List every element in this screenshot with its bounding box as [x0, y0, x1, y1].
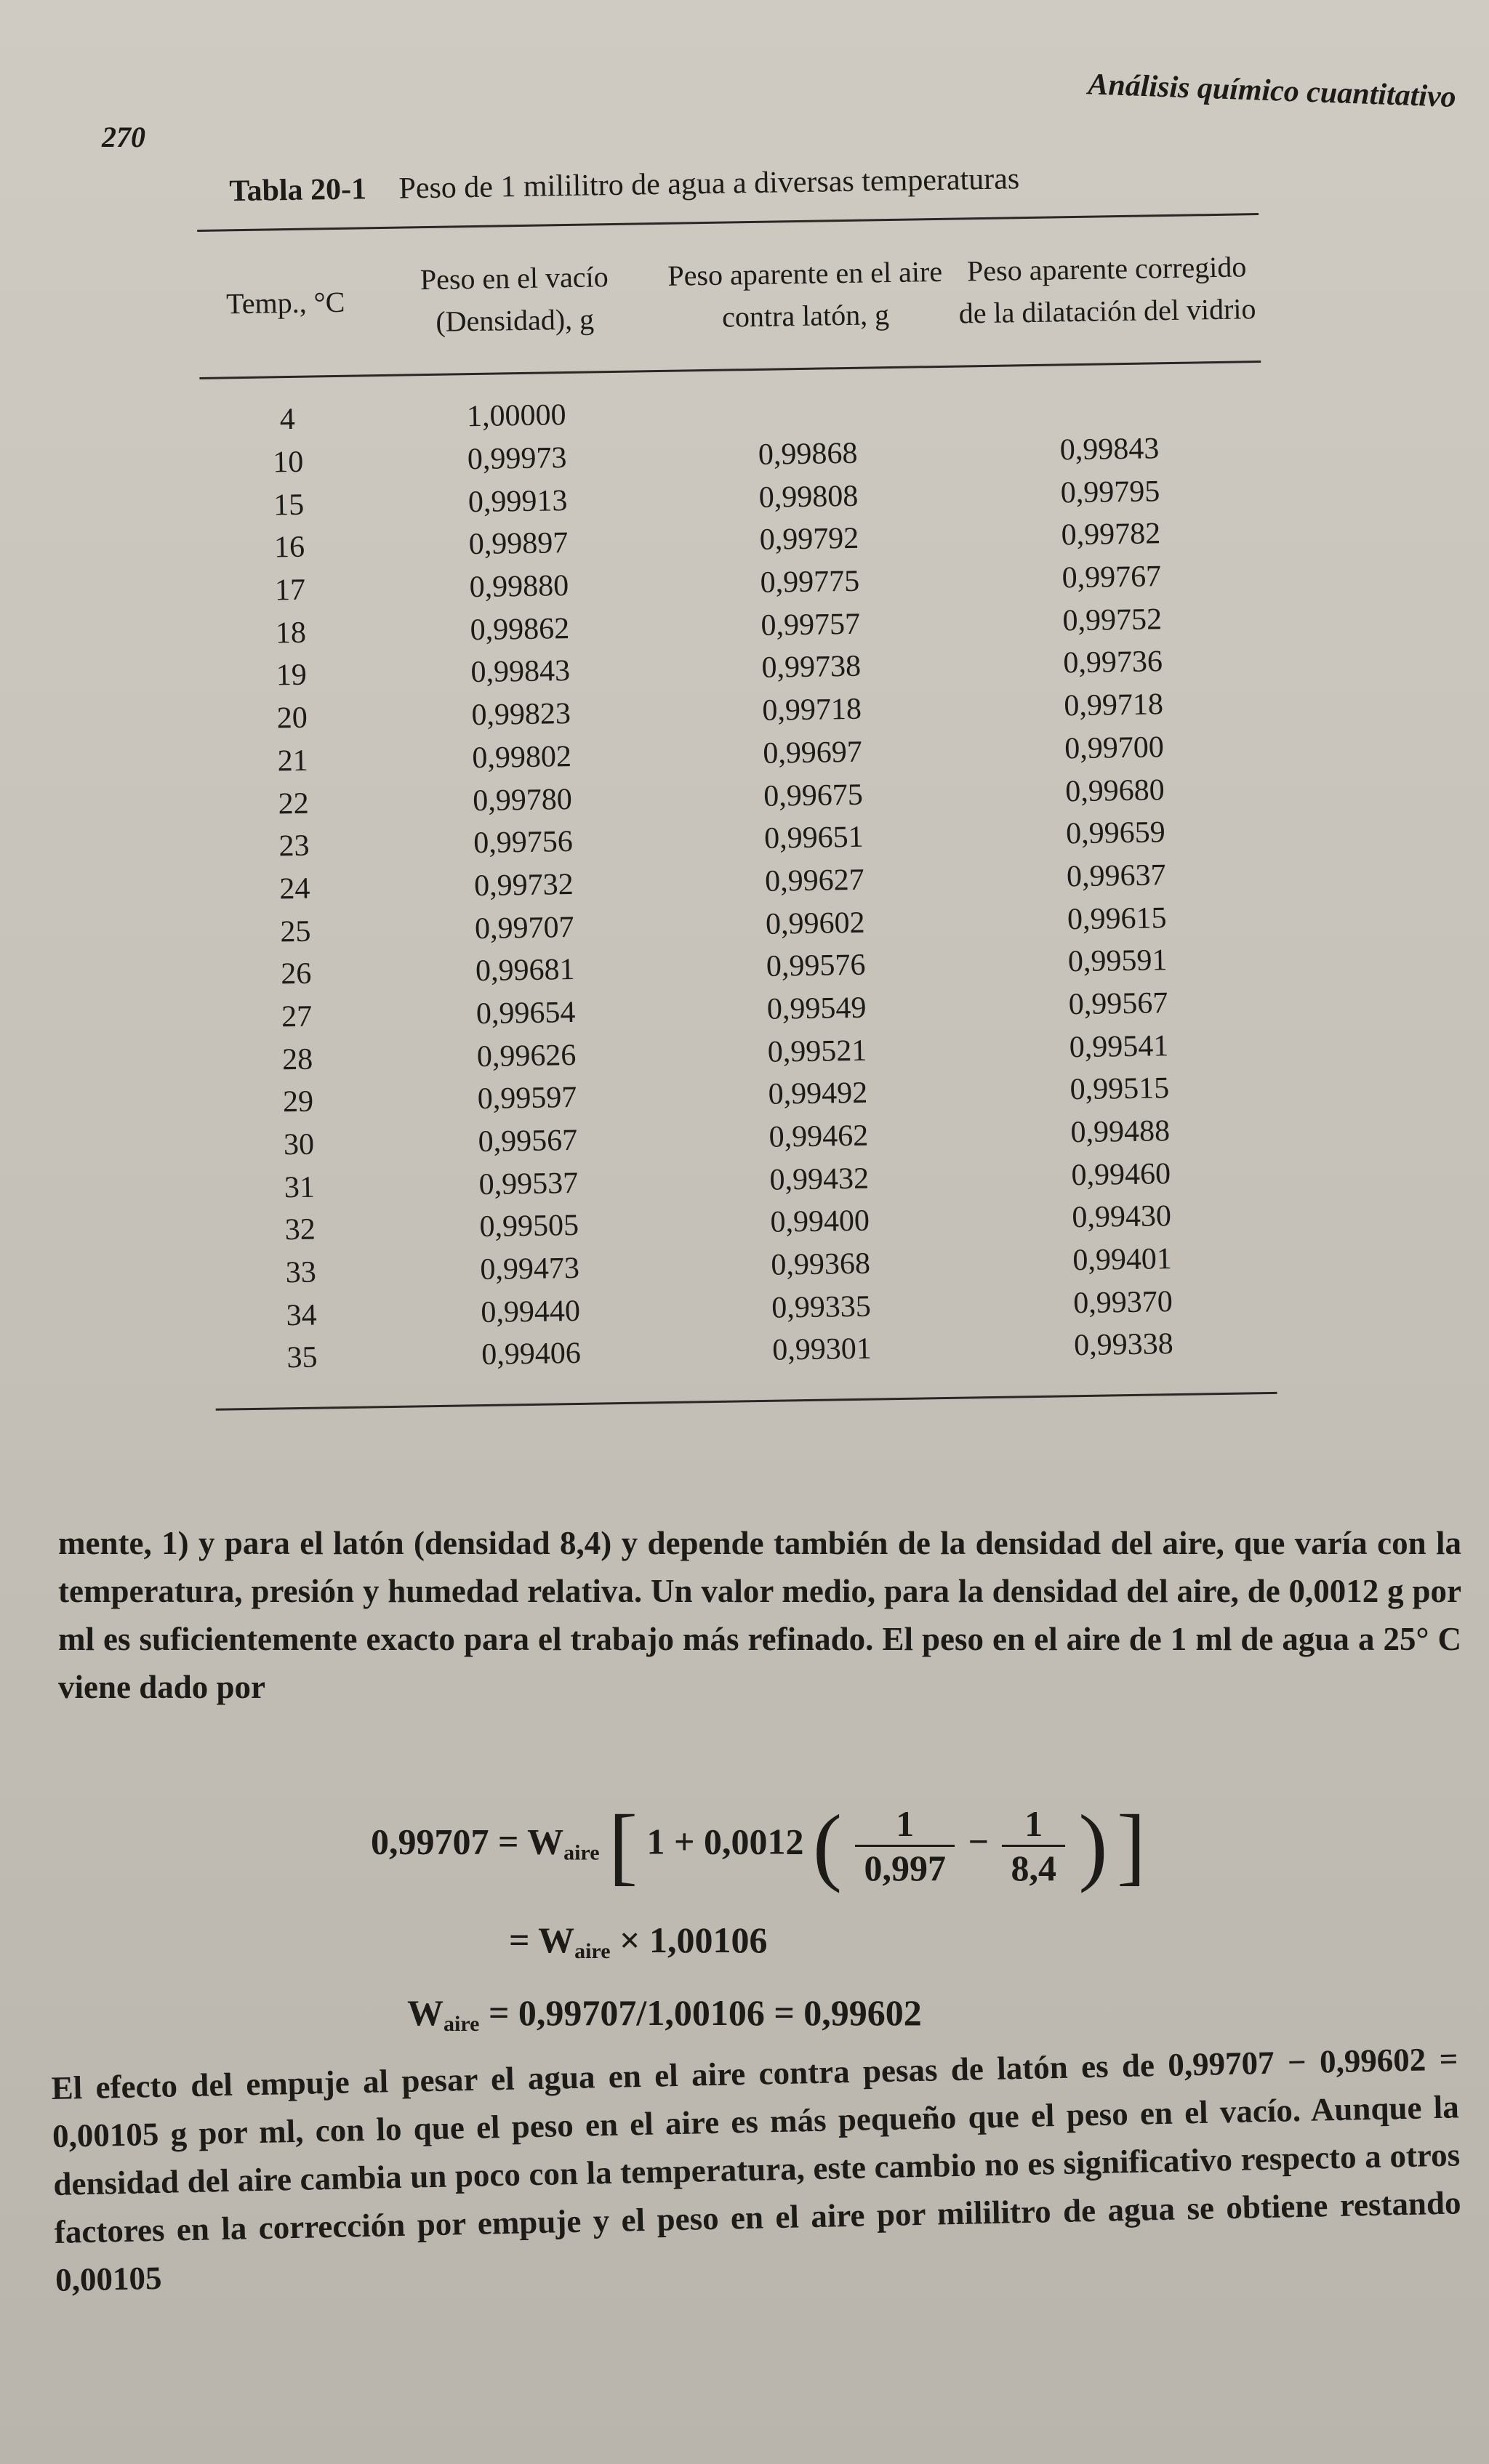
cell-vacuum-weight: 0,99537: [478, 1166, 579, 1201]
cell-air-weight: 0,99675: [763, 778, 864, 813]
cell-temp: 26: [280, 957, 312, 991]
cell-vacuum-weight: 0,99597: [477, 1081, 577, 1116]
fraction-glass: [855, 1803, 955, 1889]
cell-temp: 17: [274, 573, 306, 608]
cell-vacuum-weight: 0,99654: [475, 995, 576, 1031]
formula-line-2: [509, 1919, 768, 1964]
fraction-brass-denominator: 8,4: [1011, 1847, 1056, 1888]
cell-corrected-weight: 0,99736: [1063, 645, 1163, 680]
header-air-weight: Peso aparente en el aire contra latón, g: [667, 254, 943, 334]
cell-air-weight: 0,99432: [769, 1161, 870, 1197]
table-label: Tabla 20-1: [229, 172, 367, 209]
cell-corrected-weight: 0,99370: [1072, 1284, 1173, 1321]
cell-vacuum-weight: 0,99802: [472, 739, 572, 775]
cell-corrected-weight: 0,99843: [1059, 432, 1160, 467]
cell-vacuum-weight: 0,99681: [475, 953, 575, 989]
formula-line-3: [407, 1992, 922, 2037]
page-number: 270: [102, 121, 145, 153]
cell-temp: 33: [285, 1255, 317, 1290]
formula-line2-prefix: = W: [509, 1920, 575, 1960]
cell-temp: 29: [282, 1084, 314, 1119]
cell-air-weight: [658, 409, 956, 414]
cell-air-weight: 0,99549: [766, 991, 867, 1026]
cell-air-weight: 0,99368: [771, 1247, 871, 1282]
cell-corrected-weight: 0,99615: [1067, 901, 1167, 936]
cell-vacuum-weight: 0,99473: [480, 1252, 580, 1287]
cell-temp: 30: [283, 1127, 315, 1162]
cell-temp: 32: [284, 1213, 316, 1247]
paragraph-buoyancy-effect: El efecto del empuje al pesar el agua en el aire contra pesas de latón es de 0,99707 − 0,99602 = 0,00105 g por ml, con lo que el peso en el aire es más pequeño que el peso en el vacío. Aunque la densidad del aire cambia un poco con la temperatura, este cambio no es significativo respecto a otros factores en la corrección por empuje y el peso en el aire por mililitro de agua se obtiene restando 0,00105: [51, 2040, 1461, 2298]
cell-air-weight: 0,99627: [764, 863, 864, 898]
header-corrected-weight: Peso aparente corregido de la dilatación del vidrio: [958, 250, 1256, 330]
cell-temp: 10: [272, 445, 304, 480]
formula-lhs: 0,99707 = W: [371, 1821, 564, 1862]
cell-temp: 20: [276, 701, 308, 736]
cell-corrected-weight: 0,99591: [1067, 943, 1168, 979]
cell-temp: 34: [286, 1298, 318, 1333]
cell-vacuum-weight: 0,99626: [476, 1038, 577, 1074]
buoyancy-formula: [371, 1795, 1146, 1896]
header-vacuum-weight: Peso en el vacío (Densidad), g: [420, 260, 609, 338]
formula-term: 1 + 0,0012: [646, 1821, 804, 1862]
formula-bracket-close: ]: [1116, 1797, 1146, 1893]
header-temp: Temp., °C: [225, 285, 345, 321]
cell-air-weight: 0,99335: [771, 1289, 872, 1325]
formula-line2-subscript: aire: [574, 1939, 611, 1963]
cell-corrected-weight: 0,99430: [1072, 1199, 1172, 1235]
cell-air-weight: 0,99868: [758, 436, 858, 472]
cell-vacuum-weight: 0,99732: [473, 867, 574, 903]
cell-air-weight: 0,99651: [763, 820, 864, 856]
cell-temp: 31: [284, 1170, 316, 1204]
cell-corrected-weight: 0,99541: [1069, 1028, 1169, 1064]
cell-corrected-weight: 0,99515: [1069, 1071, 1170, 1107]
cell-vacuum-weight: 0,99707: [474, 910, 574, 946]
formula-bracket-open: [: [609, 1797, 638, 1893]
cell-vacuum-weight: 1,00000: [466, 398, 566, 434]
cell-temp: 19: [276, 659, 308, 693]
cell-corrected-weight: [956, 404, 1261, 409]
formula-line3-subscript: aire: [444, 2012, 480, 2036]
cell-vacuum-weight: 0,99843: [470, 654, 571, 690]
cell-vacuum-weight: 0,99897: [468, 526, 569, 562]
cell-temp: 35: [286, 1341, 318, 1375]
fraction-brass: [1002, 1803, 1065, 1889]
fraction-glass-numerator: 1: [855, 1803, 955, 1847]
cell-temp: 27: [281, 999, 313, 1034]
formula-minus: −: [968, 1821, 989, 1862]
cell-vacuum-weight: 0,99505: [479, 1209, 579, 1244]
cell-air-weight: 0,99301: [771, 1332, 872, 1368]
table-bottom-rule: [216, 1392, 1277, 1411]
cell-vacuum-weight: 0,99913: [467, 483, 568, 519]
cell-air-weight: 0,99602: [765, 906, 865, 941]
paragraph-air-density: mente, 1) y para el latón (densidad 8,4) y depende también de la densidad del aire, que varía con la temperatura, presión y humedad relativa. Un valor medio, para la densidad del aire, de 0,0012 g por ml es suficientemente exacto para el trabajo más refinado. El peso en el aire de 1 ml de agua a 25° C viene dado por: [58, 1525, 1461, 1705]
cell-corrected-weight: 0,99795: [1060, 474, 1160, 510]
cell-air-weight: 0,99738: [761, 650, 862, 685]
formula-line3-suffix: = 0,99707/1,00106 = 0,99602: [488, 1992, 922, 2033]
cell-air-weight: 0,99792: [759, 522, 859, 557]
cell-temp: 18: [275, 616, 307, 651]
cell-temp: 28: [281, 1042, 313, 1076]
cell-corrected-weight: 0,99338: [1073, 1327, 1174, 1363]
cell-air-weight: 0,99521: [767, 1034, 867, 1069]
cell-corrected-weight: 0,99488: [1070, 1114, 1171, 1150]
cell-air-weight: 0,99757: [760, 607, 861, 643]
fraction-glass-denominator: 0,997: [864, 1847, 946, 1888]
cell-temp: 24: [279, 871, 310, 906]
cell-corrected-weight: 0,99782: [1061, 517, 1161, 552]
cell-air-weight: 0,99400: [770, 1204, 870, 1240]
cell-air-weight: 0,99808: [758, 479, 859, 515]
cell-vacuum-weight: 0,99756: [473, 825, 574, 861]
cell-temp: 16: [273, 531, 305, 565]
cell-corrected-weight: 0,99718: [1064, 688, 1164, 723]
cell-vacuum-weight: 0,99823: [471, 697, 571, 733]
cell-temp: 23: [278, 829, 310, 863]
cell-air-weight: 0,99492: [768, 1076, 868, 1112]
density-table: [196, 158, 1277, 1411]
formula-line2-suffix: × 1,00106: [619, 1920, 768, 1960]
cell-vacuum-weight: 0,99862: [470, 611, 570, 647]
table-title: Peso de 1 mililitro de agua a diversas temperaturas: [398, 162, 1020, 206]
cell-corrected-weight: 0,99637: [1066, 858, 1166, 894]
cell-air-weight: 0,99775: [760, 564, 860, 600]
table-header-row: [197, 215, 1261, 377]
cell-vacuum-weight: 0,99973: [467, 441, 567, 477]
cell-corrected-weight: 0,99680: [1064, 773, 1165, 808]
cell-temp: 4: [279, 403, 296, 437]
cell-air-weight: 0,99718: [762, 692, 862, 728]
cell-vacuum-weight: 0,99567: [478, 1123, 578, 1159]
cell-vacuum-weight: 0,99880: [469, 569, 569, 605]
fraction-brass-numerator: 1: [1002, 1803, 1065, 1847]
cell-air-weight: 0,99462: [768, 1119, 869, 1154]
cell-corrected-weight: 0,99659: [1065, 816, 1165, 851]
formula-subscript: aire: [563, 1840, 600, 1865]
running-head: Análisis químico cuantitativo: [1087, 68, 1456, 114]
cell-air-weight: 0,99576: [766, 948, 866, 984]
table-body: [200, 383, 1277, 1381]
cell-vacuum-weight: 0,99780: [472, 782, 573, 818]
formula-paren-close: ): [1078, 1797, 1108, 1893]
formula-line3-prefix: W: [407, 1992, 444, 2033]
cell-temp: 25: [280, 914, 311, 949]
cell-corrected-weight: 0,99752: [1062, 602, 1163, 638]
cell-temp: 21: [277, 744, 309, 778]
cell-air-weight: 0,99697: [762, 735, 863, 770]
cell-temp: 15: [273, 488, 305, 523]
cell-corrected-weight: 0,99700: [1064, 730, 1165, 766]
cell-vacuum-weight: 0,99406: [481, 1337, 582, 1372]
formula-paren-open: (: [813, 1797, 842, 1893]
cell-corrected-weight: 0,99767: [1061, 560, 1162, 595]
cell-vacuum-weight: 0,99440: [481, 1294, 581, 1329]
cell-corrected-weight: 0,99460: [1071, 1156, 1171, 1192]
table-caption: [229, 158, 1259, 209]
cell-temp: 22: [278, 786, 309, 821]
cell-corrected-weight: 0,99567: [1068, 986, 1168, 1022]
cell-corrected-weight: 0,99401: [1072, 1242, 1173, 1278]
